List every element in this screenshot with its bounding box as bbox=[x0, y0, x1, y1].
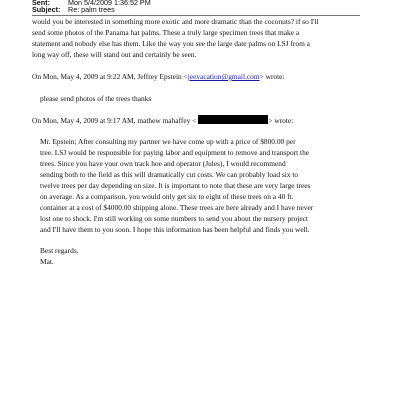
quote2-line: tree. LSJ would be responsible for paying labor and equipment to remove and transport the bbox=[40, 148, 310, 157]
quote2-line: container at a cost of $4000.00 shipping alone. These trees are here already and I have never bbox=[40, 203, 314, 212]
header-subject-row bbox=[32, 6, 115, 14]
header-divider bbox=[32, 15, 360, 16]
quote2-prefix: On Mon, May 4, 2009 at 9:17 AM, mathew mahaffey < bbox=[32, 116, 197, 125]
reply-line: long way off, these will stand out and certainly be seen. bbox=[32, 50, 197, 59]
quote2-line: Mr. Epstein; After consulting my partner we have come up with a price of $800.00 per bbox=[40, 137, 296, 146]
quote2-line: twelve trees per day depending on size. It is important to note that these are very large trees bbox=[40, 181, 311, 190]
quote2-suffix: > wrote: bbox=[268, 116, 294, 125]
quote2-line: and I'll have them to you soon. I hope this information has been helpful and finds you well. bbox=[40, 225, 310, 234]
quote1-suffix: > wrote: bbox=[259, 72, 285, 81]
reply-line: send some photos of the Panama hat palms. These a truly large specimen trees that make a bbox=[32, 28, 300, 37]
quote1-attribution bbox=[32, 72, 285, 82]
subject-value: Re: palm trees bbox=[68, 5, 115, 14]
closing-text: Best regards. bbox=[40, 246, 79, 255]
quote2-attribution bbox=[32, 115, 293, 126]
signature-text: Mat. bbox=[40, 257, 54, 266]
quote2-line: lost one to shock. I'm still working on some numbers to send you about the nursery project bbox=[40, 214, 308, 223]
sent-label: Sent: bbox=[32, 0, 50, 7]
quote1-body: please send photos of the trees thanks bbox=[40, 94, 152, 103]
reply-line: statement and nobody else has them. Like the way you see the large date palms on LSJ from a bbox=[32, 39, 310, 48]
sender-email-link[interactable]: jeevacation@gmail.com bbox=[187, 72, 260, 81]
subject-label: Subject: bbox=[32, 5, 61, 14]
reply-line: would you be interested in something more exotic and more dramatic than the coconuts? if so I'll bbox=[32, 17, 319, 26]
quote1-prefix: On Mon, May 4, 2009 at 9:22 AM, Jeffrey Epstein < bbox=[32, 72, 188, 81]
quote2-line: trees. Since you have your own track hoe and operator (Jules), I would recommend bbox=[40, 159, 286, 168]
sent-value: Mon 5/4/2009 1:36:52 PM bbox=[68, 0, 151, 7]
redacted-email-block bbox=[198, 115, 268, 124]
quote2-line: sending both to the field as this will dramatically cut costs. We can probably load six to bbox=[40, 170, 299, 179]
quote2-line: on average. As a comparison, you would only get six to eight of these trees on a 40 ft. bbox=[40, 192, 294, 201]
